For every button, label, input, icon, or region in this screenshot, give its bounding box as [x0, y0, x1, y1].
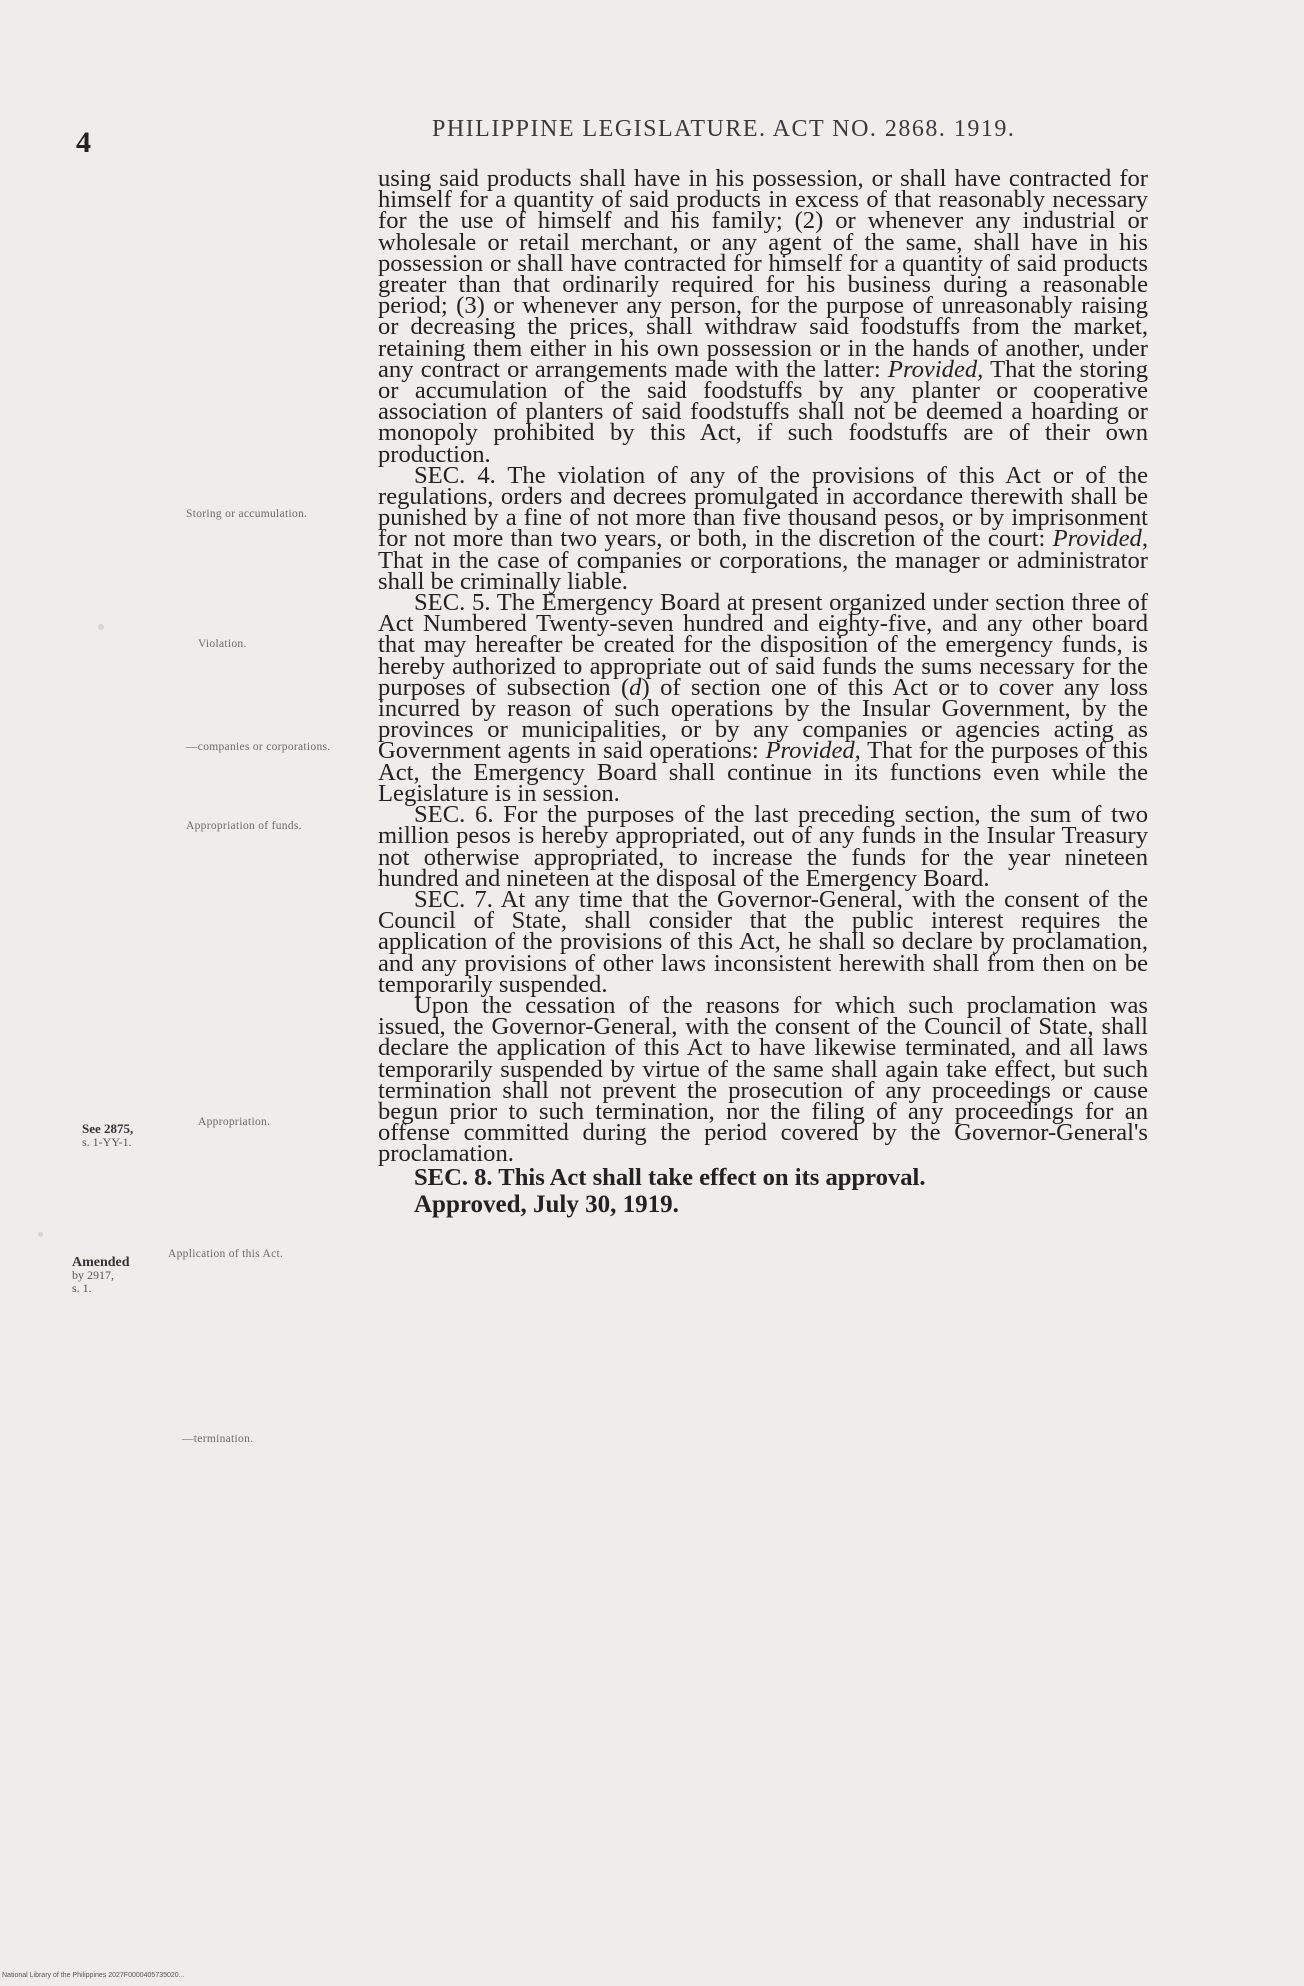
section-5: SEC. 5. The Emergency Board at present organized under section three of Act Numbered Twenty-seven hundred and eighty-five, and any other board that may hereafter be created for the disposition of the emergency funds, is hereby authorized to appropriate out of said funds the sums necessary for the purposes of subsection (d) of section one of this Act or to cover any loss incurred by reason of such operations by the Insular Government, by the provinces or municipalities, or by any companies or agencies acting as Government agents in said operations: Provided, That for the purposes of this Act, the Emergency Board shall continue in its functions even while the Legislature is in session.: [378, 589, 1148, 807]
margin-note-application: Application of this Act.: [168, 1248, 284, 1260]
amended-by: by 2917,: [72, 1268, 114, 1282]
running-head: PHILIPPINE LEGISLATURE. ACT NO. 2868. 1919.: [432, 116, 1016, 142]
section-6: SEC. 6. For the purposes of the last preceding section, the sum of two million pesos is hereby appropriated, out of any funds in the Insular Treasury not otherwise appropriated, to increase the funds for the year nineteen hundred and nineteen at the disposal of the Emergency Board.: [378, 801, 1148, 892]
paper-speck: [38, 1232, 43, 1237]
section-7: SEC. 7. At any time that the Governor-General, with the consent of the Council of State, shall consider that the public interest requires the application of the provisions of this Act, he shall so declare by proclamation, and any provisions of other laws inconsistent herewith shall from then on be temporarily suspended.: [378, 885, 1148, 998]
margin-note-companies: —companies or corporations.: [186, 741, 331, 753]
section-4: SEC. 4. The violation of any of the provisions of this Act or of the regulations, orders and decrees promulgated in accordance therewith shall be punished by a fine of not more than five thousand pesos, or by imprisonment for not more than two years, or both, in the discretion of the court: Provided, That in the case of companies or corporations, the manager or administrator shall be criminally liable.: [378, 461, 1148, 595]
margin-note-appropriation: Appropriation.: [198, 1116, 271, 1128]
cross-reference-note: [82, 1122, 192, 1149]
section-7-termination: Upon the cessation of the reasons for which such proclamation was issued, the Governor-General, with the consent of the Council of State, shall declare the application of this Act to have likewise terminated, and all laws temporarily suspended by virtue of the same shall again take effect, but such termination shall not prevent the prosecution of any proceedings or cause begun prior to such termination, nor the filing of any proceedings for an offense committed during the period covered by the Governor-General's proclamation.: [378, 991, 1148, 1168]
see-reference-section: s. 1-YY-1.: [82, 1135, 132, 1149]
amended-section: s. 1.: [72, 1281, 92, 1295]
page-number: 4: [76, 126, 91, 159]
paragraph-sec3-continued: using said products shall have in his possession, or shall have contracted for himself for a quantity of said products in excess of that reasonably necessary for the use of himself and his family; (2) or whenever any industrial or wholesale or retail merchant, or any agent of the same, shall have in his possession or shall have contracted for himself for a quantity of said products greater than that ordinarily required for his business during a reasonable period; (3) or whenever any person, for the purpose of unreasonably raising or decreasing the prices, shall withdraw said foodstuffs from the market, retaining them either in his own possession or in the hands of another, under any contract or arrangements made with the latter: Provided, That the storing or accumulation of the said foodstuffs by any planter or cooperative association of planters of said foodstuffs shall not be deemed a hoarding or monopoly prohibited by this Act, if such foodstuffs are of their own production.: [378, 165, 1149, 468]
margin-note-violation: Violation.: [198, 638, 247, 650]
act-body: [378, 165, 1149, 1218]
margin-note-appropriation-funds: Appropriation of funds.: [186, 820, 302, 832]
approval-date: Approved, July 30, 1919.: [414, 1190, 679, 1218]
see-reference: See 2875,: [82, 1121, 134, 1136]
amended-label: Amended: [72, 1255, 130, 1270]
margin-note-storing: Storing or accumulation.: [186, 508, 308, 520]
amendment-note: [72, 1256, 182, 1295]
section-8: SEC. 8. This Act shall take effect on its approval.: [414, 1163, 926, 1191]
scan-credit: National Library of the Philippines 2027F0000405735020...: [2, 1972, 185, 1979]
paper-speck: [98, 624, 104, 630]
margin-note-termination: —termination.: [182, 1433, 254, 1445]
